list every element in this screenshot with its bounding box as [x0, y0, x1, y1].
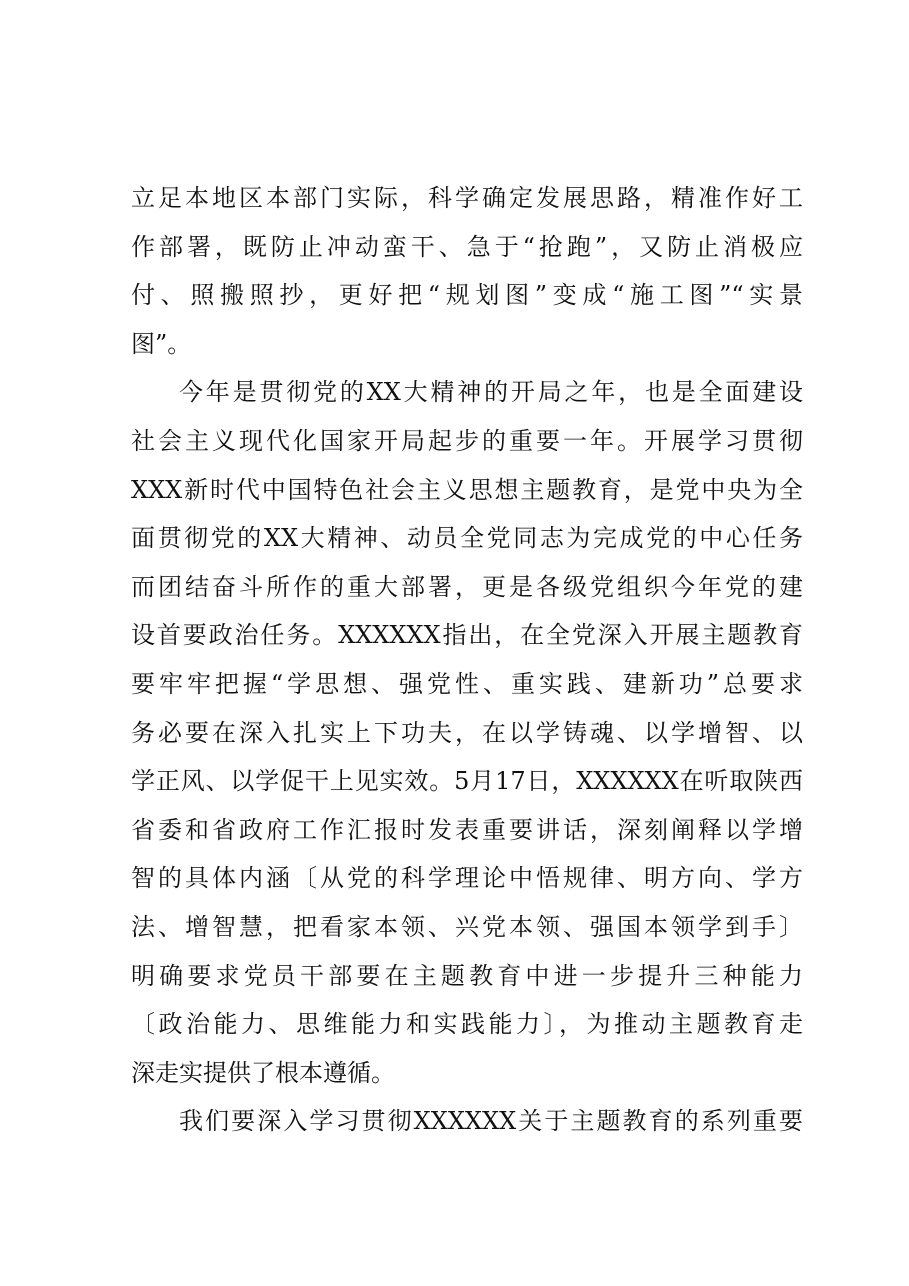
text-line: 我们要深入学习贯彻XXXXXX关于主题教育的系列重要 [179, 1107, 803, 1136]
text-line: 省委和省政府工作汇报时发表重要讲话，深刻阐释以学增 [131, 815, 803, 844]
text-line: 深走实提供了根本遵循。 [131, 1058, 395, 1087]
text-line: 付、照搬照抄，更好把“规划图”变成“施工图”“实景 [131, 281, 803, 310]
text-line: 智的具体内涵〔从党的科学理论中悟规律、明方向、学方 [131, 864, 803, 893]
text-line: 务必要在深入扎实上下功夫，在以学铸魂、以学增智、以 [131, 718, 803, 747]
text-line: 社会主义现代化国家开局起步的重要一年。开展学习贯彻 [131, 426, 803, 455]
text-line: 而团结奋斗所作的重大部署，更是各级党组织今年党的建 [131, 572, 803, 601]
text-line: 图”。 [131, 329, 192, 358]
text-line: 学正风、以学促干上见实效。5月17日，XXXXXX在听取陕西 [131, 767, 803, 796]
text-line: 要牢牢把握“学思想、强党性、重实践、建新功”总要求 [131, 669, 803, 698]
text-line: 今年是贯彻党的XX大精神的开局之年，也是全面建设 [179, 378, 803, 407]
text-line: 法、增智慧，把看家本领、兴党本领、强国本领学到手〕 [131, 912, 803, 941]
text-line: 作部署，既防止冲动蛮干、急于“抢跑”，又防止消极应 [131, 232, 803, 261]
text-line: 明确要求党员干部要在主题教育中进一步提升三种能力 [131, 961, 803, 990]
body-text [131, 174, 803, 1146]
text-line: 〔政治能力、思维能力和实践能力〕，为推动主题教育走 [131, 1010, 803, 1039]
text-line: XXX新时代中国特色社会主义思想主题教育，是党中央为全 [131, 475, 803, 504]
text-line: 面贯彻党的XX大精神、动员全党同志为完成党的中心任务 [131, 524, 803, 553]
text-line: 设首要政治任务。XXXXXX指出，在全党深入开展主题教育 [131, 621, 803, 650]
text-line: 立足本地区本部门实际，科学确定发展思路，精准作好工 [131, 184, 803, 212]
